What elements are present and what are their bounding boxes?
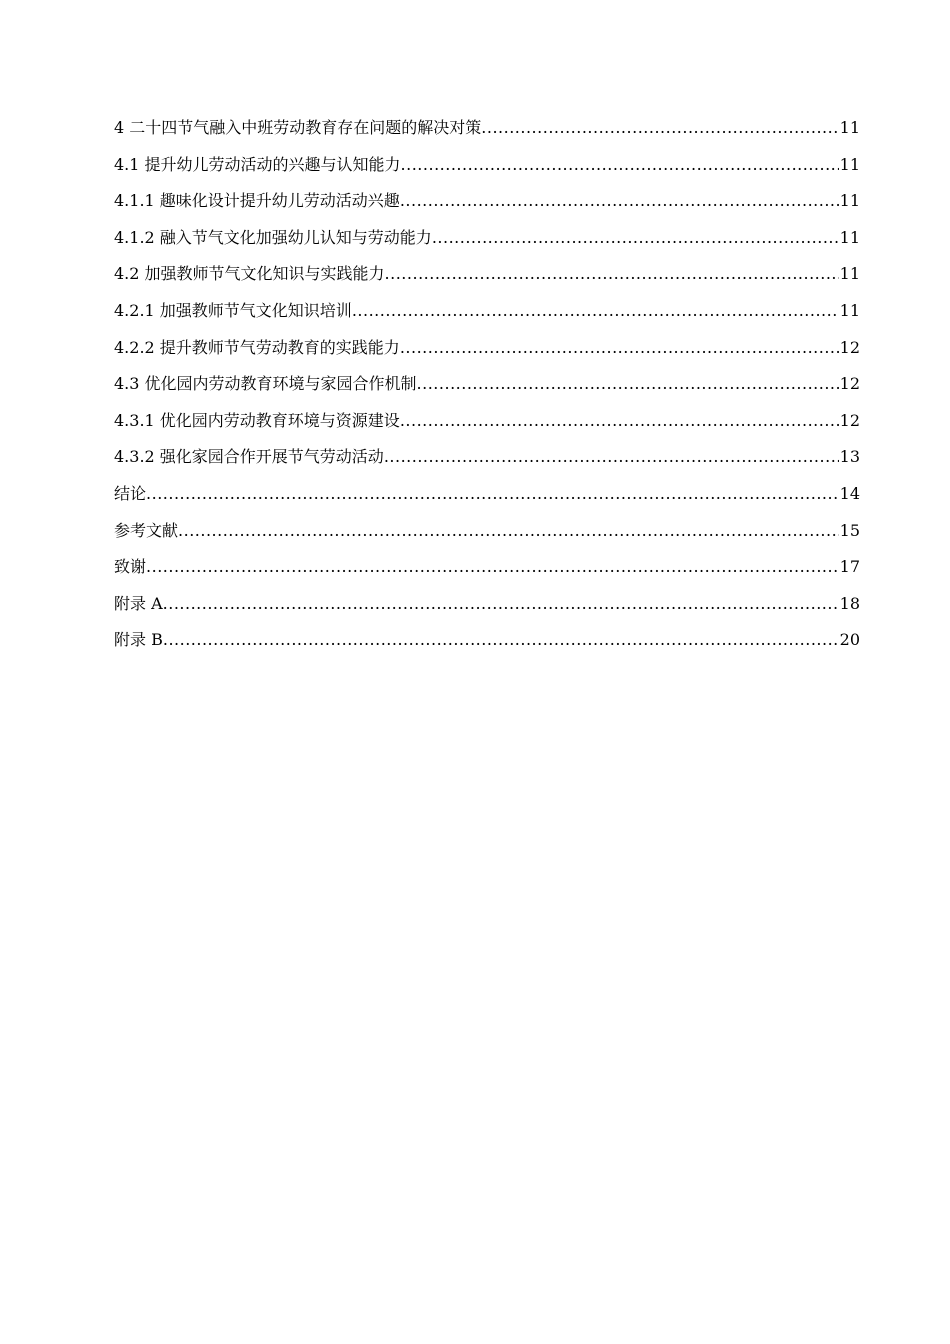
toc-entry[interactable]	[114, 586, 860, 623]
toc-entry-title: 4.3.2 强化家园合作开展节气劳动活动	[114, 447, 384, 467]
toc-entry-page: 11	[839, 154, 860, 174]
toc-entry-page: 18	[839, 593, 860, 613]
toc-dot-leader	[400, 403, 839, 440]
toc-dot-leader	[178, 513, 839, 550]
toc-dot-leader	[384, 439, 839, 476]
toc-entry[interactable]	[114, 183, 860, 220]
toc-entry-title: 4.2 加强教师节气文化知识与实践能力	[114, 264, 385, 284]
toc-entry-title: 4.2.1 加强教师节气文化知识培训	[114, 300, 352, 320]
toc-dot-leader	[146, 476, 839, 513]
toc-entry-title: 附录 A	[114, 593, 163, 613]
toc-entry[interactable]	[114, 439, 860, 476]
toc-entry[interactable]	[114, 622, 860, 659]
toc-entry-page: 14	[839, 483, 860, 503]
toc-dot-leader	[146, 549, 839, 586]
toc-dot-leader	[352, 293, 839, 330]
toc-dot-leader	[163, 586, 839, 623]
toc-entry[interactable]	[114, 330, 860, 367]
toc-dot-leader	[417, 366, 839, 403]
toc-entry-title: 4.1 提升幼儿劳动活动的兴趣与认知能力	[114, 154, 401, 174]
toc-entry-page: 17	[839, 557, 860, 577]
toc-entry-page: 11	[839, 118, 860, 137]
toc-dot-leader	[401, 147, 839, 184]
toc-entry-page: 11	[839, 264, 860, 284]
toc-dot-leader	[163, 622, 839, 659]
toc-entry[interactable]	[114, 220, 860, 257]
toc-entry-title: 结论	[114, 483, 147, 503]
toc-dot-leader	[481, 110, 838, 147]
toc-entry-page: 12	[839, 410, 860, 430]
toc-entry[interactable]	[114, 549, 860, 586]
toc-entry-title: 4.2.2 提升教师节气劳动教育的实践能力	[114, 337, 400, 357]
toc-entry-page: 12	[839, 374, 860, 394]
toc-entry[interactable]	[114, 366, 860, 403]
toc-entry[interactable]	[114, 256, 860, 293]
toc-entry[interactable]	[114, 293, 860, 330]
toc-entry[interactable]	[114, 403, 860, 440]
toc-entry-title: 4.3 优化园内劳动教育环境与家园合作机制	[114, 374, 417, 394]
toc-dot-leader	[400, 330, 839, 367]
toc-entry[interactable]	[114, 513, 860, 550]
toc-entry-title: 4 二十四节气融入中班劳动教育存在问题的解决对策	[114, 118, 482, 137]
toc-entry[interactable]	[114, 476, 860, 513]
toc-dot-leader	[385, 256, 839, 293]
toc-entry-page: 20	[839, 630, 860, 650]
toc-entry-page: 12	[839, 337, 860, 357]
toc-entry-page: 13	[839, 447, 860, 467]
toc-entry-page: 15	[839, 520, 860, 540]
toc-entry-title: 附录 B	[114, 630, 163, 650]
toc-entry-title: 4.3.1 优化园内劳动教育环境与资源建设	[114, 410, 400, 430]
toc-entry-page: 11	[839, 300, 860, 320]
toc-entry-title: 4.1.2 融入节气文化加强幼儿认知与劳动能力	[114, 227, 432, 247]
toc-entry-title: 参考文献	[114, 520, 179, 540]
toc-dot-leader	[432, 220, 839, 257]
toc-entry[interactable]	[114, 110, 860, 147]
toc-entry[interactable]	[114, 147, 860, 184]
toc-dot-leader	[400, 183, 839, 220]
toc-entry-page: 11	[839, 191, 860, 211]
table-of-contents	[114, 110, 860, 659]
toc-entry-title: 4.1.1 趣味化设计提升幼儿劳动活动兴趣	[114, 191, 400, 211]
toc-entry-title: 致谢	[114, 557, 147, 577]
toc-entry-page: 11	[839, 227, 860, 247]
